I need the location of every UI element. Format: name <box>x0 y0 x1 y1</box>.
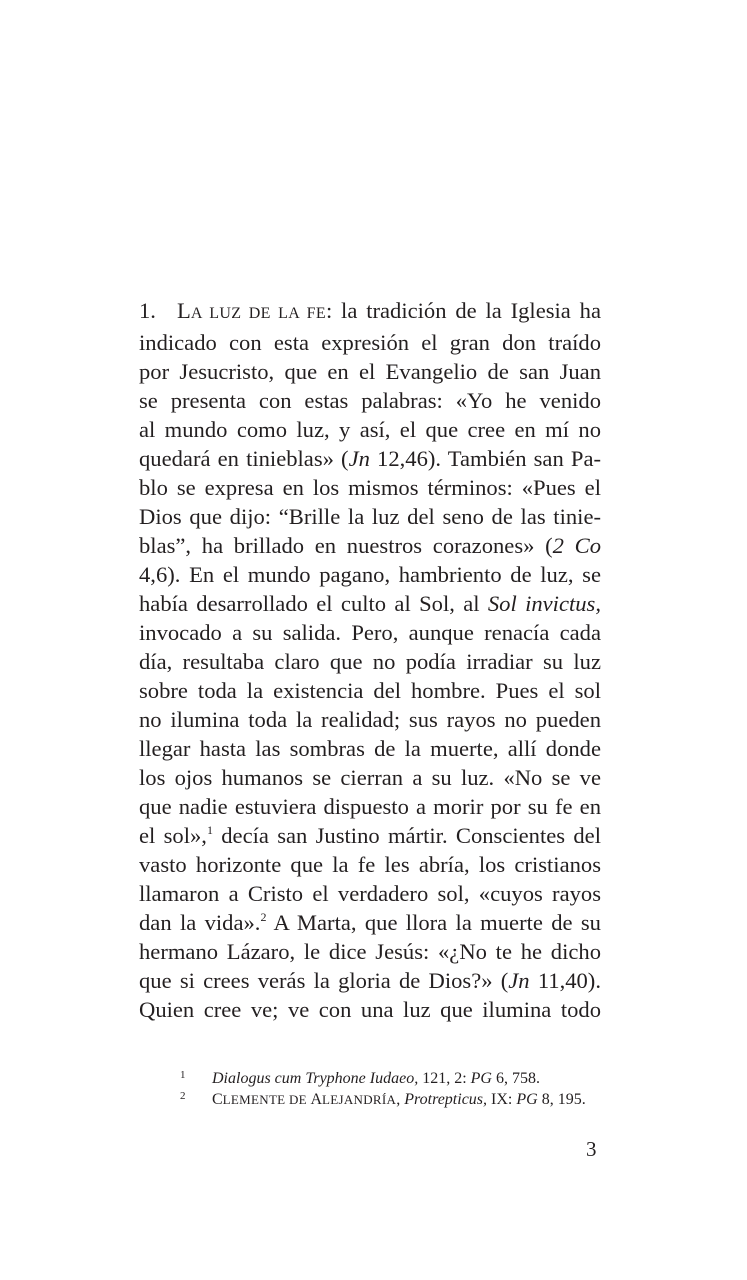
text-line: no ilumina toda la realidad; sus rayos no pueden <box>139 707 601 732</box>
text-line <box>139 589 601 618</box>
text-line: hermano Lázaro, le dice Jesús: «¿No te he dicho <box>139 939 601 964</box>
text-line: llamaron a Cristo el verdadero sol, «cuyos rayos <box>139 881 601 906</box>
text-span: A Marta, que llora la muerte de su <box>266 910 601 935</box>
text-line: al mundo como luz, y así, el que cree en mí no <box>139 417 601 442</box>
footnote-author: LEMENTE DE <box>222 1092 311 1107</box>
footnote-title: Protrepticus, <box>404 1091 488 1108</box>
text-span: : la tradición de la Iglesia ha <box>325 298 601 323</box>
text-span: 11,40). <box>529 968 601 993</box>
text-line: los ojos humanos se cierran a su luz. «No se ve <box>139 765 601 790</box>
text-line: llegar hasta las sombras de la muerte, allí donde <box>139 736 601 761</box>
footnote-ref-tail: 8, 195. <box>537 1091 586 1108</box>
footnote-ref-2[interactable]: 2 <box>260 910 267 924</box>
text-span: había desarrollado el culto al Sol, al <box>139 591 488 616</box>
footnote-author: LEJANDRÍA <box>322 1092 397 1107</box>
citation-italic: Jn <box>508 968 530 993</box>
text-span: blas”, ha brillado en nuestros corazones» ( <box>139 533 553 558</box>
text-line <box>139 821 601 850</box>
text-line: por Jesucristo, que en el Evangelio de san Juan <box>139 359 601 384</box>
paragraph-1 <box>139 296 601 1024</box>
footnote-2: 2 CLEMENTE DE ALEJANDRÍA, Protrepticus, IX: PG 8, 195. <box>180 1090 586 1108</box>
text-line: indicado con esta expresión el gran don traído <box>139 330 601 355</box>
citation-italic: Jn <box>348 446 370 471</box>
page-number: 3 <box>586 1137 597 1161</box>
text-line: 4,6). En el mundo pagano, hambriento de luz, se <box>139 562 601 587</box>
latin-italic: Sol invictus, <box>487 591 601 616</box>
text-line <box>139 531 601 560</box>
footnote-ref-tail: 6, 758. <box>491 1070 540 1087</box>
heading-small-caps: A LUZ DE LA FE <box>190 305 326 322</box>
text-line: vasto horizonte que la fe les abría, los cristianos <box>139 852 601 877</box>
text-line <box>139 966 601 995</box>
footnote-author-initial: C <box>212 1091 223 1108</box>
footnote-1: 1 Dialogus cum Tryphone Iudaeo, 121, 2: PG 6, 758. <box>180 1069 540 1087</box>
text-line <box>139 444 601 473</box>
text-line <box>139 296 601 328</box>
footnote-pg: PG <box>516 1091 538 1108</box>
footnotes <box>180 1068 610 1110</box>
text-span: dan la vida». <box>139 910 261 935</box>
text-span: 12,46). También san Pa- <box>369 446 601 471</box>
text-span: quedará en tinieblas» ( <box>139 446 349 471</box>
footnote-title: Dialogus cum Tryphone Iudaeo, <box>212 1070 419 1087</box>
paragraph-number: 1. <box>139 298 156 323</box>
footnote-ref-1[interactable]: 1 <box>206 823 213 837</box>
footnote-ref: IX: <box>487 1091 517 1108</box>
citation-italic: 2 Co <box>552 533 602 558</box>
text-line: día, resultaba claro que no podía irradiar su luz <box>139 649 601 674</box>
text-line: invocado a su salida. Pero, aunque renacía cada <box>139 620 601 645</box>
text-line: Quien cree ve; ve con una luz que ilumina todo <box>139 997 601 1022</box>
footnote-pg: PG <box>470 1070 492 1087</box>
footnote-author-initial: A <box>310 1091 323 1108</box>
footnote-separator: , <box>396 1091 405 1108</box>
text-line: que nadie estuviera dispuesto a morir por su fe en <box>139 794 601 819</box>
text-line: sobre toda la existencia del hombre. Pues el sol <box>139 678 601 703</box>
text-line: blo se expresa en los mismos términos: «Pues el <box>139 475 601 500</box>
heading-small-caps-initial: L <box>177 298 191 323</box>
footnote-ref: 121, 2: <box>418 1070 471 1087</box>
text-span: el sol», <box>139 823 207 848</box>
text-line: se presenta con estas palabras: «Yo he venido <box>139 388 601 413</box>
text-line <box>139 908 601 937</box>
text-line: Dios que dijo: “Brille la luz del seno de las tinie- <box>139 504 601 529</box>
text-span: decía san Justino mártir. Conscientes del <box>212 823 601 848</box>
text-span: que si crees verás la gloria de Dios?» ( <box>139 968 509 993</box>
